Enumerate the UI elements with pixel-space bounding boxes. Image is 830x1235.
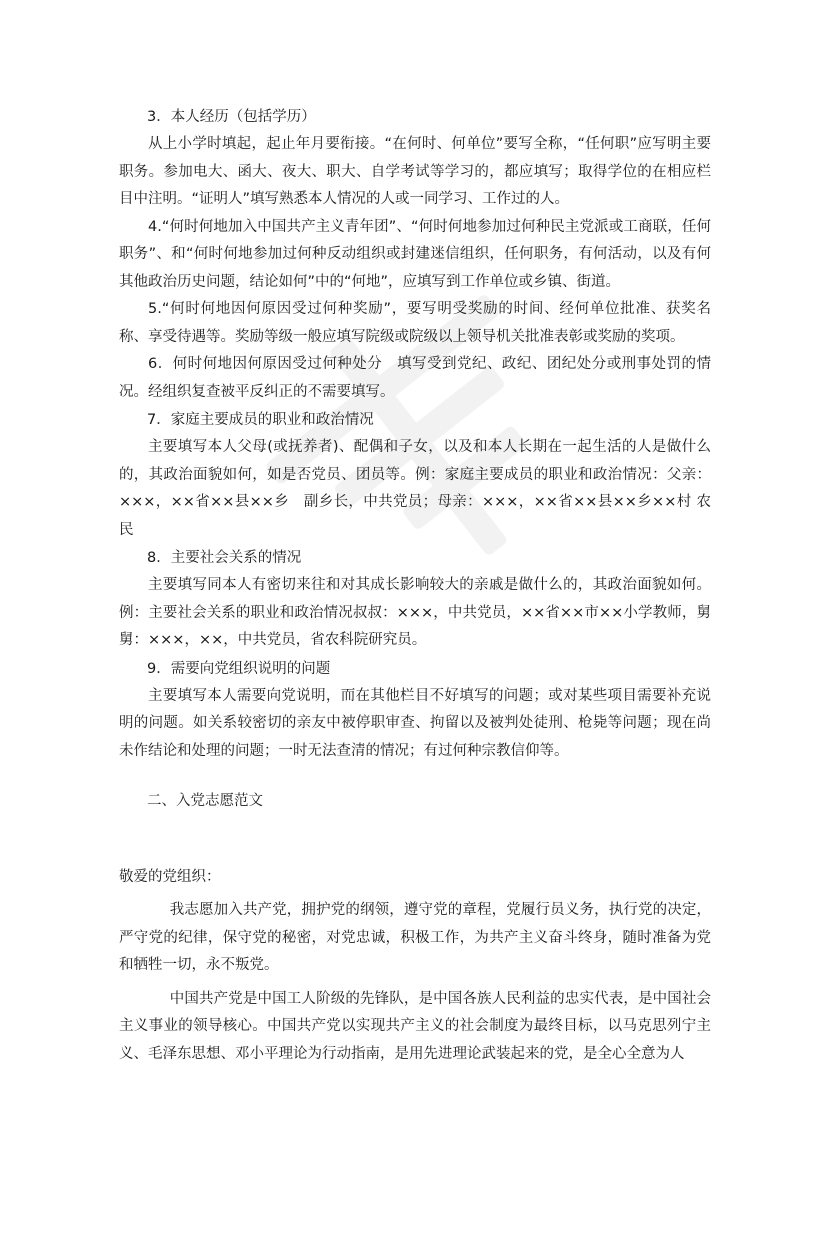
section-item-4: 4.“何时何地加入中国共产主义青年团”、“何时何地参加过何种民主党派或工商联，任何职务”、和“何时何地参加过何种反动组织或封建迷信组织，任何职务，有何活动，以及有何其他政治历史问题，结论如何”中的“何地”，应填写到工作单位或乡镇、街道。 — [119, 218, 711, 290]
section-body-9: 主要填写本人需要向党说明，而在其他栏目不好填写的问题；或对某些项目需要补充说明的问题。如关系较密切的亲友中被停职审查、拘留以及被判处徒刑、枪毙等问题；现在尚未作结论和处理的问题；一时无法查清的情况；有过何种宗教信仰等。 — [119, 687, 711, 759]
section-heading-8: 8．主要社会关系的情况 — [147, 550, 302, 566]
section-item-6: 6．何时何地因何原因受过何种处分 填写受到党纪、政纪、团纪处分或刑事处罚的情况。经组织复查被平反纠正的不需要填写。 — [119, 356, 711, 400]
section-heading-7: 7．家庭主要成员的职业和政治情况 — [147, 412, 374, 428]
letter-paragraph: 中国共产党是中国工人阶级的先锋队，是中国各族人民利益的忠实代表，是中国社会主义事业的领导核心。中国共产党以实现共产主义的社会制度为最终目标，以马克思列宁主义、毛泽东思想、邓小平理论为行动指南，是用先进理论武装起来的党，是全心全意为人 — [119, 990, 711, 1062]
document-body — [119, 103, 711, 1068]
letter-paragraph: 我志愿加入共产党，拥护党的纲领，遵守党的章程，党履行员义务，执行党的决定，严守党的纪律，保守党的秘密，对党忠诚，积极工作，为共产主义奋斗终身，随时准备为党和牺牲一切，永不叛党。 — [119, 902, 711, 973]
section-body-8: 主要填写同本人有密切来往和对其成长影响较大的亲戚是做什么的，其政治面貌如何。例：主要社会关系的职业和政治情况叔叔：×××，中共党员，××省××市××小学教师，舅舅：×××，××，中共党员，省农科院研究员。 — [119, 577, 711, 648]
letter-salutation: 敬爱的党组织： — [119, 869, 221, 885]
section-heading-3: 3．本人经历（包括学历） — [147, 109, 316, 125]
section-body-7: 主要填写本人父母(或抚养者)、配偶和子女，以及和本人长期在一起生活的人是做什么的，其政治面貌如何，如是否党员、团员等。例：家庭主要成员的职业和政治情况：父亲：×××，××省××县××乡 副乡长，中共党员；母亲：×××，××省××县××乡××村 农民 — [119, 439, 711, 538]
part-two-title: 二、入党志愿范文 — [147, 793, 263, 809]
section-item-5: 5.“何时何地因何原因受过何种奖励”，要写明受奖励的时间、经何单位批准、获奖名称、享受待遇等。奖励等级一般应填写院级或院级以上领导机关批准表彰或奖励的奖项。 — [119, 301, 711, 345]
section-heading-9: 9．需要向党组织说明的问题 — [147, 660, 331, 677]
section-body-3: 从上小学时填起，起止年月要衔接。“在何时、何单位”要写全称，“任何职”应写明主要职务。参加电大、函大、夜大、职大、自学考试等学习的，都应填写；取得学位的在相应栏目中注明。“证明人”填写熟悉本人情况的人或一同学习、工作过的人。 — [119, 136, 711, 207]
